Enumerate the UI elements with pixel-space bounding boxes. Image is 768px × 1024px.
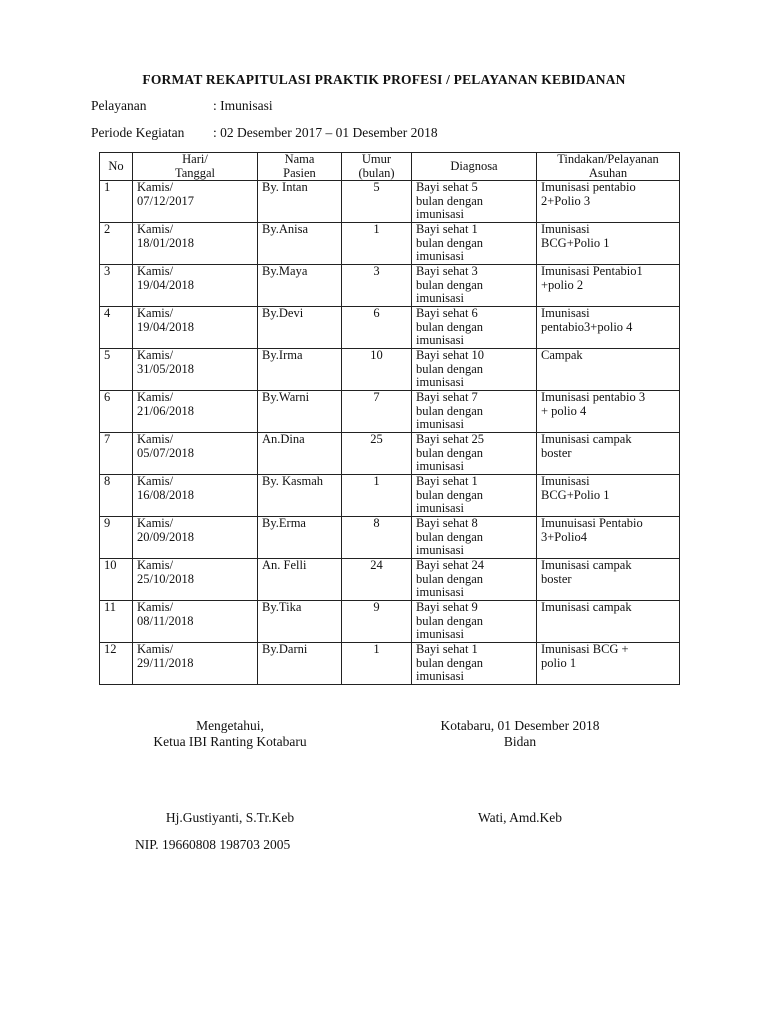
cell-umur: 6 [342, 307, 412, 349]
cell-tindakan: Imunisasi BCG+Polio 1 [537, 475, 680, 517]
periode-row [91, 125, 438, 141]
cell-umur: 25 [342, 433, 412, 475]
cell-diagnosa: Bayi sehat 8 bulan dengan imunisasi [412, 517, 537, 559]
table-row [100, 181, 680, 223]
cell-diagnosa: Bayi sehat 5 bulan dengan imunisasi [412, 181, 537, 223]
cell-no: 7 [100, 433, 133, 475]
cell-hari-tanggal: Kamis/ 25/10/2018 [133, 559, 258, 601]
cell-diagnosa: Bayi sehat 10 bulan dengan imunisasi [412, 349, 537, 391]
cell-umur: 3 [342, 265, 412, 307]
table-row [100, 517, 680, 559]
table-row [100, 643, 680, 685]
cell-nama-pasien: By. Kasmah [258, 475, 342, 517]
cell-tindakan: Imunisasi BCG+Polio 1 [537, 223, 680, 265]
cell-umur: 1 [342, 475, 412, 517]
cell-diagnosa: Bayi sehat 1 bulan dengan imunisasi [412, 223, 537, 265]
cell-hari-tanggal: Kamis/ 19/04/2018 [133, 307, 258, 349]
cell-no: 9 [100, 517, 133, 559]
cell-nama-pasien: By.Warni [258, 391, 342, 433]
place-date-label: Kotabaru, 01 Desember 2018 [440, 718, 600, 733]
table-row [100, 601, 680, 643]
ketua-ibi-label: Ketua IBI Ranting Kotabaru [153, 734, 307, 749]
table-row [100, 265, 680, 307]
cell-hari-tanggal: Kamis/ 21/06/2018 [133, 391, 258, 433]
nip-label: NIP. 19660808 198703 2005 [135, 837, 291, 852]
rekap-table [99, 152, 680, 685]
cell-umur: 9 [342, 601, 412, 643]
header-hari-tanggal: Hari/ Tanggal [133, 153, 258, 181]
cell-diagnosa: Bayi sehat 9 bulan dengan imunisasi [412, 601, 537, 643]
signature-right-heading [410, 718, 630, 750]
cell-hari-tanggal: Kamis/ 08/11/2018 [133, 601, 258, 643]
cell-diagnosa: Bayi sehat 6 bulan dengan imunisasi [412, 307, 537, 349]
cell-no: 12 [100, 643, 133, 685]
periode-label: Periode Kegiatan [91, 125, 185, 140]
signature-left-name: Hj.Gustiyanti, S.Tr.Keb [165, 810, 295, 825]
table-row [100, 223, 680, 265]
cell-umur: 10 [342, 349, 412, 391]
cell-tindakan: Imunuisasi Pentabio 3+Polio4 [537, 517, 680, 559]
cell-hari-tanggal: Kamis/ 07/12/2017 [133, 181, 258, 223]
table-header-row [100, 153, 680, 181]
cell-tindakan: Imunisasi Pentabio1 +polio 2 [537, 265, 680, 307]
cell-no: 5 [100, 349, 133, 391]
cell-diagnosa: Bayi sehat 25 bulan dengan imunisasi [412, 433, 537, 475]
cell-umur: 7 [342, 391, 412, 433]
signature-right-name: Wati, Amd.Keb [477, 810, 563, 825]
cell-no: 11 [100, 601, 133, 643]
cell-nama-pasien: By.Tika [258, 601, 342, 643]
header-tindakan: Tindakan/Pelayanan Asuhan [537, 153, 680, 181]
table-row [100, 559, 680, 601]
cell-nama-pasien: By.Darni [258, 643, 342, 685]
cell-tindakan: Imunisasi pentabio 2+Polio 3 [537, 181, 680, 223]
cell-nama-pasien: By. Intan [258, 181, 342, 223]
cell-tindakan: Imunisasi pentabio 3 + polio 4 [537, 391, 680, 433]
table-row [100, 475, 680, 517]
cell-tindakan: Imunisasi BCG + polio 1 [537, 643, 680, 685]
cell-no: 6 [100, 391, 133, 433]
cell-nama-pasien: By.Irma [258, 349, 342, 391]
table-row [100, 433, 680, 475]
cell-hari-tanggal: Kamis/ 16/08/2018 [133, 475, 258, 517]
cell-no: 3 [100, 265, 133, 307]
cell-umur: 5 [342, 181, 412, 223]
cell-nama-pasien: An.Dina [258, 433, 342, 475]
pelayanan-value: : Imunisasi [213, 98, 273, 113]
cell-nama-pasien: By.Maya [258, 265, 342, 307]
cell-tindakan: Imunisasi campak boster [537, 433, 680, 475]
signature-left-heading [130, 718, 330, 750]
cell-diagnosa: Bayi sehat 3 bulan dengan imunisasi [412, 265, 537, 307]
header-umur: Umur (bulan) [342, 153, 412, 181]
cell-no: 10 [100, 559, 133, 601]
pelayanan-row [91, 98, 273, 114]
table-row [100, 391, 680, 433]
cell-hari-tanggal: Kamis/ 19/04/2018 [133, 265, 258, 307]
cell-tindakan: Imunisasi campak boster [537, 559, 680, 601]
cell-tindakan: Imunisasi pentabio3+polio 4 [537, 307, 680, 349]
periode-value: : 02 Desember 2017 – 01 Desember 2018 [213, 125, 438, 140]
cell-nama-pasien: By.Devi [258, 307, 342, 349]
cell-umur: 24 [342, 559, 412, 601]
header-no: No [100, 153, 133, 181]
cell-nama-pasien: By.Anisa [258, 223, 342, 265]
cell-hari-tanggal: Kamis/ 31/05/2018 [133, 349, 258, 391]
header-diagnosa: Diagnosa [412, 153, 537, 181]
cell-no: 8 [100, 475, 133, 517]
cell-no: 4 [100, 307, 133, 349]
bidan-label: Bidan [503, 734, 537, 749]
cell-umur: 8 [342, 517, 412, 559]
cell-hari-tanggal: Kamis/ 18/01/2018 [133, 223, 258, 265]
table-row [100, 349, 680, 391]
cell-diagnosa: Bayi sehat 1 bulan dengan imunisasi [412, 643, 537, 685]
cell-no: 2 [100, 223, 133, 265]
pelayanan-label: Pelayanan [91, 98, 147, 113]
cell-hari-tanggal: Kamis/ 20/09/2018 [133, 517, 258, 559]
cell-hari-tanggal: Kamis/ 29/11/2018 [133, 643, 258, 685]
cell-hari-tanggal: Kamis/ 05/07/2018 [133, 433, 258, 475]
cell-nama-pasien: An. Felli [258, 559, 342, 601]
cell-diagnosa: Bayi sehat 1 bulan dengan imunisasi [412, 475, 537, 517]
document-title: FORMAT REKAPITULASI PRAKTIK PROFESI / PELAYANAN KEBIDANAN [142, 72, 626, 87]
cell-no: 1 [100, 181, 133, 223]
cell-umur: 1 [342, 223, 412, 265]
mengetahui-label: Mengetahui, [196, 718, 264, 733]
header-nama-pasien: Nama Pasien [258, 153, 342, 181]
cell-diagnosa: Bayi sehat 24 bulan dengan imunisasi [412, 559, 537, 601]
cell-diagnosa: Bayi sehat 7 bulan dengan imunisasi [412, 391, 537, 433]
table-row [100, 307, 680, 349]
cell-tindakan: Campak [537, 349, 680, 391]
cell-tindakan: Imunisasi campak [537, 601, 680, 643]
cell-umur: 1 [342, 643, 412, 685]
cell-nama-pasien: By.Erma [258, 517, 342, 559]
